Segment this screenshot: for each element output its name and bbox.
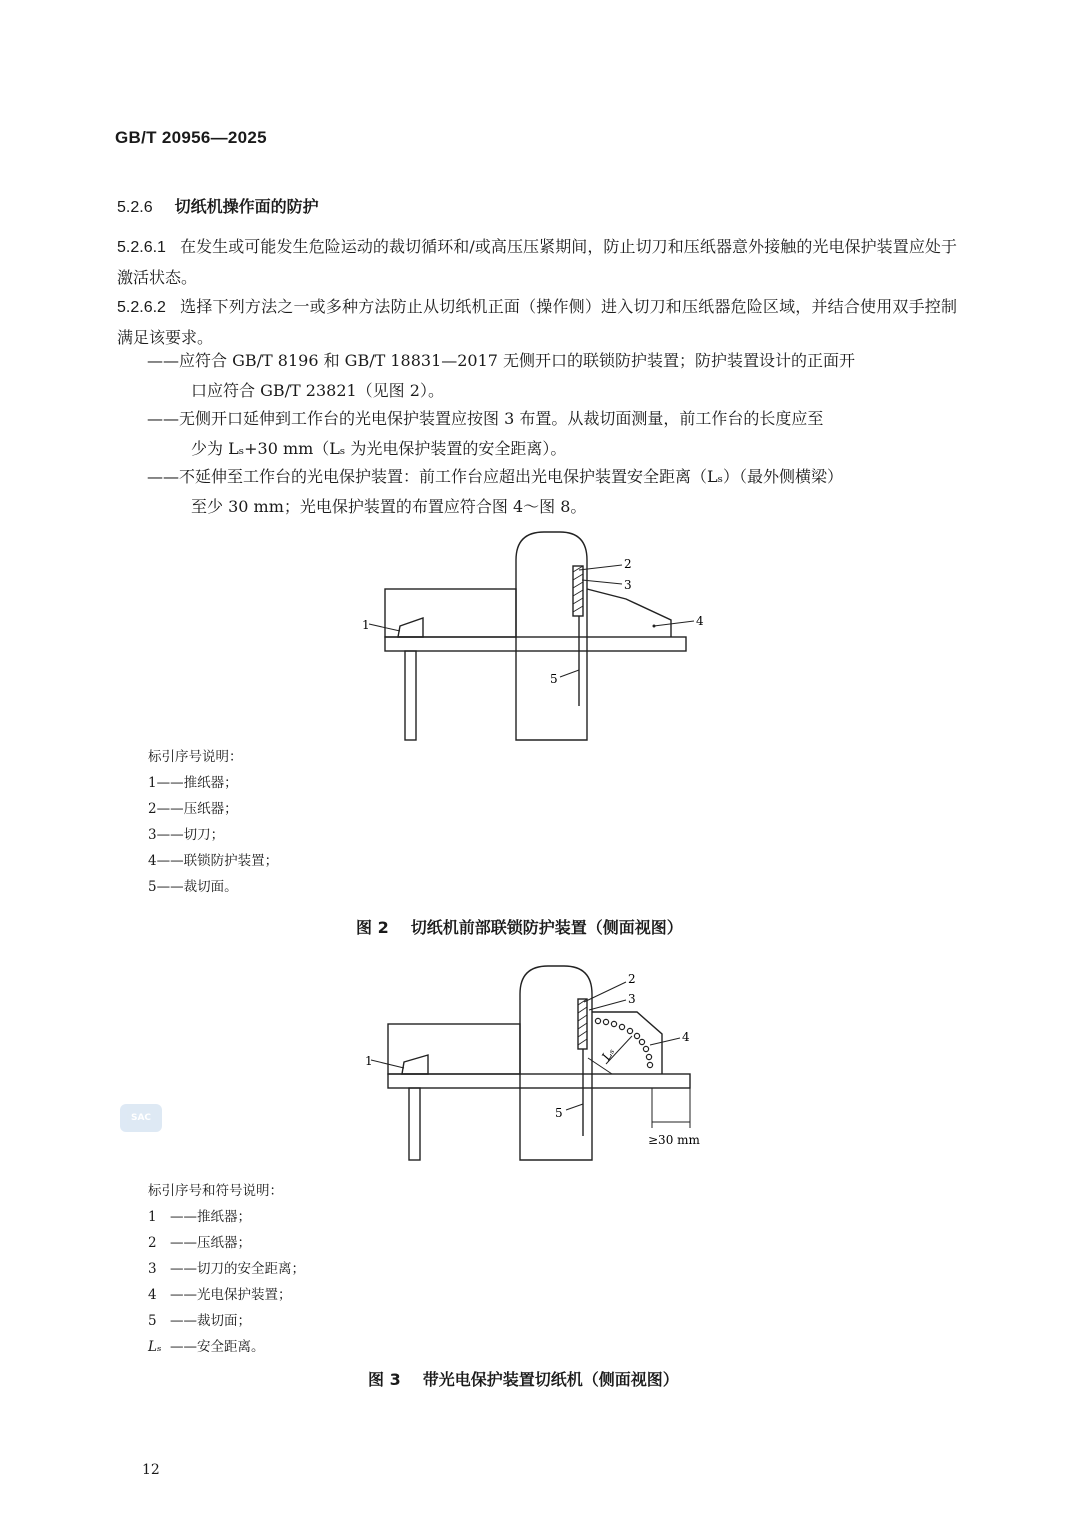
list-item-line2: 至少 30 mm；光电保护装置的布置应符合图 4～图 8。 [191,497,587,516]
legend-row [148,822,278,848]
figure-3-legend [148,1178,305,1360]
legend-key: 3 [148,1261,157,1277]
legend-key: 4 [148,1287,157,1303]
table-top [385,637,686,651]
figure-title: 带光电保护装置切纸机（侧面视图） [422,1370,679,1389]
legend-text: ——裁切面； [170,1313,251,1329]
legend-text: ——切刀的安全距离； [170,1261,305,1277]
callout-1: 1 [362,618,370,632]
section-title: 切纸机操作面的防护 [174,197,319,216]
legend-key: 1 [148,1209,157,1225]
legend-row [148,796,278,822]
legend-title: 标引序号说明： [148,749,243,765]
legend-title: 标引序号和符号说明： [148,1183,283,1199]
legend-key: 3 [148,827,157,843]
callout-1: 1 [365,1054,373,1068]
legend-text: ——裁切面。 [156,879,238,895]
figure-title: 切纸机前部联锁防护装置（侧面视图） [410,918,683,937]
legend-text: ——压纸器； [170,1235,251,1251]
figure-number: 图 2 [356,918,389,937]
figure-number: 图 3 [368,1370,401,1389]
legend-text: ——联锁防护装置； [156,853,279,869]
legend-text: ——推纸器； [170,1209,251,1225]
legend-key: 2 [148,801,157,817]
table-leg [405,651,416,740]
section-number: 5.2.6 [117,199,153,216]
callout-5: 5 [550,672,558,686]
legend-text: ——切刀； [156,827,225,843]
table-top [388,1074,690,1088]
legend-text: ——推纸器； [156,775,238,791]
standard-id: GB/T 20956—2025 [115,128,267,147]
callout-3: 3 [624,578,632,592]
legend-row [148,1282,305,1308]
clause-number: 5.2.6.1 [117,239,166,256]
legend-text: ——光电保护装置； [170,1287,292,1303]
clause-text: 在发生或可能发生危险运动的裁切循环和/或高压压紧期间，防止切刀和压纸器意外接触的光电保护装置应处于激活状态。 [117,237,957,287]
figure-2-legend [148,744,278,900]
sac-watermark-logo: SAC [120,1104,162,1132]
callout-4: 4 [696,614,704,628]
legend-key: 1 [148,775,157,791]
callout-4: 4 [682,1030,690,1044]
legend-row [148,1308,305,1334]
machine-column [516,532,587,740]
list-item-line2: 口应符合 GB/T 23821（见图 2）。 [191,381,444,400]
figure-3-caption [368,1367,679,1390]
legend-key: Lₛ [148,1339,162,1355]
legend-row [148,1256,305,1282]
callout-3: 3 [628,992,636,1006]
light-beams [595,1018,652,1067]
legend-text: ——压纸器； [156,801,238,817]
legend-row [148,874,278,900]
list-item-line2: 少为 Lₛ+30 mm（Lₛ 为光电保护装置的安全距离）。 [191,439,567,458]
page-number: 12 [142,1462,160,1478]
list-item-line1: ——无侧开口延伸到工作台的光电保护装置应按图 3 布置。从裁切面测量，前工作台的长度应至 [147,409,824,428]
rear-table-box [388,1024,520,1074]
callout-5: 5 [555,1106,563,1120]
interlocked-guard [587,589,671,637]
list-item-line1: ——应符合 GB/T 8196 和 GB/T 18831—2017 无侧开口的联锁防护装置；防护装置设计的正面开 [147,351,856,370]
table-leg [409,1088,420,1160]
legend-row [148,1230,305,1256]
legend-row [148,1204,305,1230]
legend-row [148,848,278,874]
callout-2: 2 [628,972,636,986]
clause-number: 5.2.6.2 [117,299,166,316]
legend-key: 4 [148,853,157,869]
clause-text: 选择下列方法之一或多种方法防止从切纸机正面（操作侧）进入切刀和压纸器危险区域，并结合使用双手控制满足该要求。 [117,297,957,347]
legend-row [148,770,278,796]
legend-key: 5 [148,1313,157,1329]
legend-key: 5 [148,879,157,895]
machine-column [520,966,592,1160]
paper-pusher [402,1055,428,1074]
paper-pusher [398,618,423,637]
legend-key: 2 [148,1235,157,1251]
list-item-line1: ——不延伸至工作台的光电保护装置：前工作台应超出光电保护装置安全距离（Lₛ）（最外侧横梁） [147,467,844,486]
callout-2: 2 [624,557,632,571]
dimension-label: ≥30 mm [648,1133,700,1147]
rear-table-box [385,589,516,637]
legend-row [148,1334,305,1360]
figure-2-caption [356,915,683,938]
symbol-ls: Lₛ [598,1045,618,1063]
legend-text: ——安全距离。 [170,1339,265,1355]
